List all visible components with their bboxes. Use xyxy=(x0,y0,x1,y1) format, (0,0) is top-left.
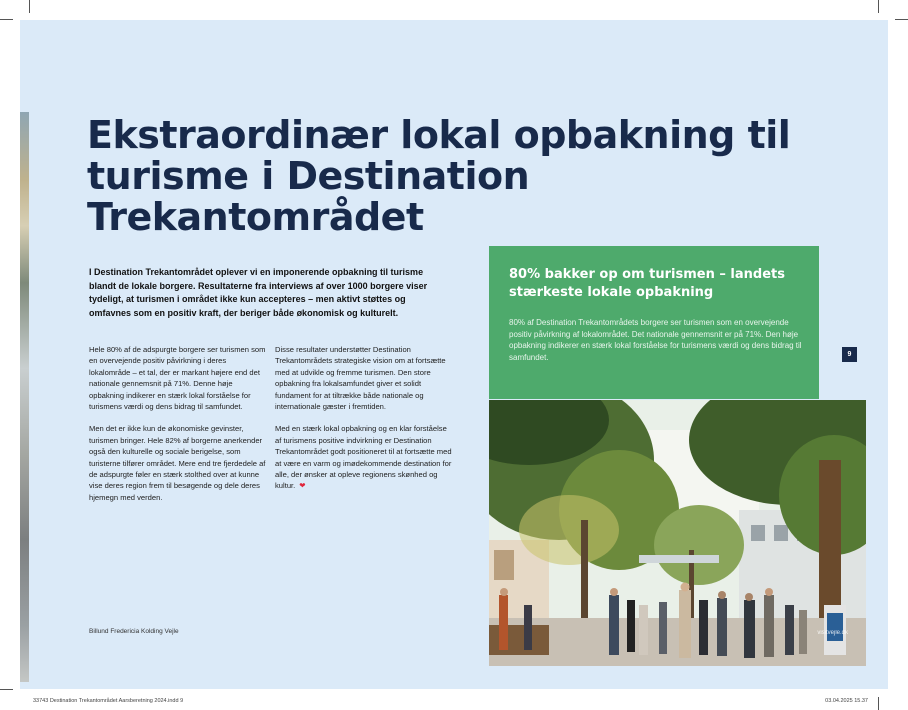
crop-mark xyxy=(878,697,879,710)
body-column-2 xyxy=(275,344,455,503)
body-paragraph: Disse resultater understøtter Destination Trekantområdets strategiske vision om at fortsætte med at udvikle og fremme turismen. Den store opbakning fra lokalsamfundet giver et solidt fundament for at tiltrække både nationale og internationale gæster i fremtiden. xyxy=(275,345,446,412)
crop-mark xyxy=(0,689,13,690)
body-column-1 xyxy=(89,344,269,514)
body-paragraph: Hele 80% af de adspurgte borgere ser turismen som en overvejende positiv påvirkning i deres lokalområde – et tal, der er markant højere end det nationale gennemsnit på 71%. Denne høje opbakning indikerer en stærk lokal forståelse for turismens værdi og dens bidrag til samfundet. xyxy=(89,345,266,412)
page-title: Ekstraordinær lokal opbakning til turisme i Destination Trekantområdet xyxy=(87,113,791,239)
crop-mark xyxy=(0,19,13,20)
page-number: 9 xyxy=(842,347,857,362)
intro-paragraph: I Destination Trekantområdet oplever vi en imponerende opbakning til turisme blandt de lokale borgere. Resultaterne fra interviews af over 1000 borgere viser tydeligt, at turismen i området ikke kun accepteres – men aktivt støttes og omfavnes som en positiv kraft, der beriger både økonomisk og kulturelt. xyxy=(89,267,428,318)
photo-credit: visitvejle.dk xyxy=(817,630,848,636)
crop-mark xyxy=(895,19,908,20)
print-slug-right: 03.04.2025 15.37 xyxy=(825,698,868,704)
previous-page-photo-edge xyxy=(20,112,29,682)
highlight-box xyxy=(489,246,819,399)
street-photo xyxy=(489,400,866,666)
crop-mark xyxy=(29,0,30,13)
body-paragraph: Men det er ikke kun de økonomiske gevinster, turismen bringer. Hele 82% af borgerne anerkender også den kulturelle og sociale berigelse, som turisterne tilfører området. Mere end tre fjerdedele af de adspurgte føler en stærk stolthed over at kunne vise deres region frem til besøgende og dele deres hjemegn med verden. xyxy=(89,424,266,502)
body-paragraph-text: Med en stærk lokal opbakning og en klar forståelse af turismens positive indvirkning er Destination Trekantområdet godt positioneret til at fortsætte med at være en varm og imødekommende destination for alle, der ønsker at opleve regionens skønhed og kultur. xyxy=(275,424,452,491)
heart-icon: ❤ xyxy=(299,481,306,491)
crop-mark xyxy=(878,0,879,13)
footer-cities: Billund Fredericia Kolding Vejle xyxy=(89,628,179,635)
print-slug-left: 33743 Destination Trekantområdet Aarsberetning 2024.indd 9 xyxy=(33,698,184,704)
body-paragraph-last xyxy=(275,423,455,491)
highlight-body: 80% af Destination Trekantområdets borgere ser turismen som en overvejende positiv påvirkning af lokalområdet. Det nationale gennemsnit er på 71%. Den høje opbakning indikerer en stærk lokal forståelse for turismens værdi og dens bidrag til samfundet. xyxy=(509,318,802,362)
street-photo-illustration xyxy=(489,400,866,666)
highlight-heading: 80% bakker op om turismen – landets stærkeste lokale opbakning xyxy=(509,267,785,300)
